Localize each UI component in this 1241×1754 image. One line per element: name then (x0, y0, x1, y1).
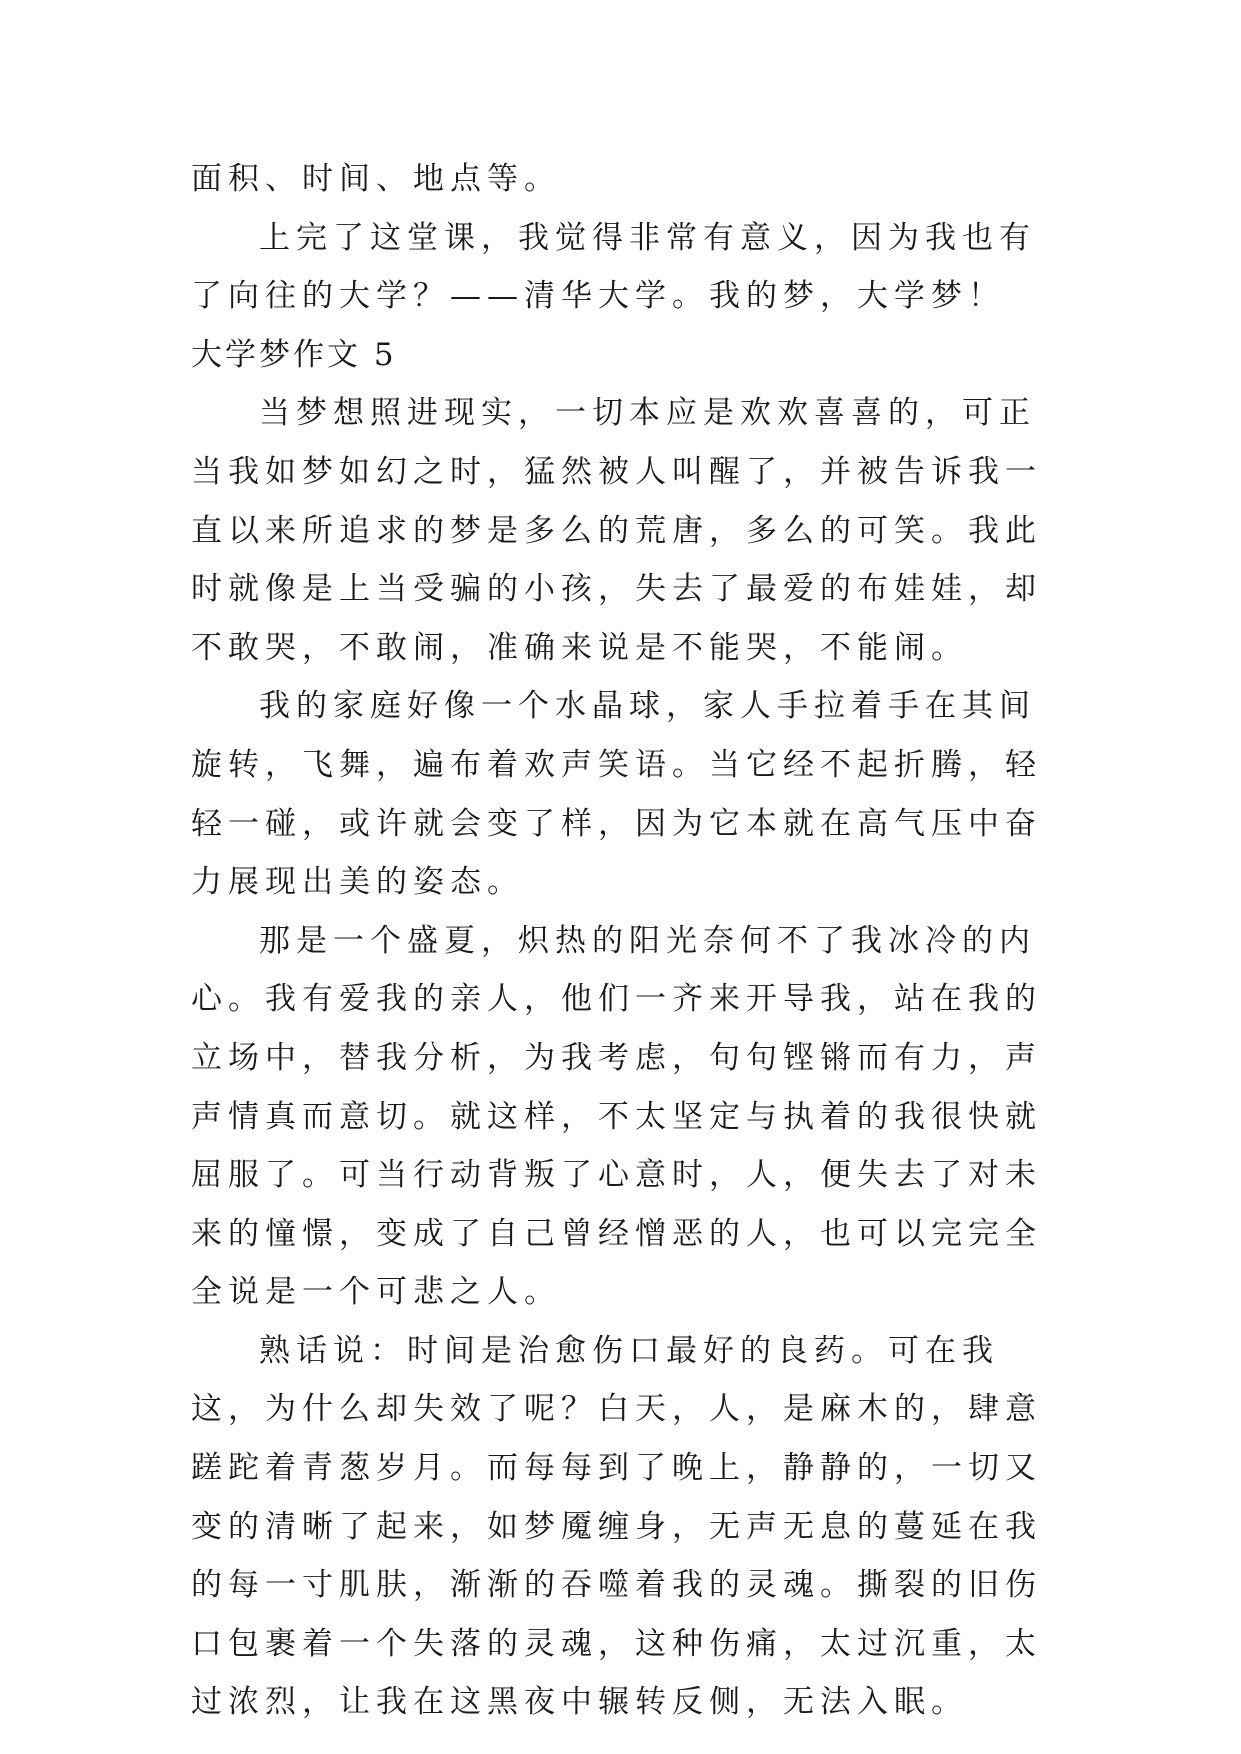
paragraph: 当梦想照进现实，一切本应是欢欢喜喜的，可正当我如梦如幻之时，猛然被人叫醒了，并被告诉我一直以来所追求的梦是多么的荒唐，多么的可笑。我此时就像是上当受骗的小孩，失去了最爱的布娃娃，却不敢哭，不敢闹，准确来说是不能哭，不能闹。 (191, 395, 1042, 666)
section-heading: 大学梦作文 5 (191, 336, 397, 373)
paragraph: 上完了这堂课，我觉得非常有意义，因为我也有了向往的大学？——清华大学。我的梦，大学梦！ (191, 219, 1036, 315)
paragraph-continuation: 面积、时间、地点等。 (191, 161, 561, 197)
paragraph: 那是一个盛夏，炽热的阳光奈何不了我冰冷的内心。我有爱我的亲人，他们一齐来开导我，站在我的立场中，替我分析，为我考虑，句句铿锵而有力，声声情真而意切。就这样，不太坚定与执着的我很快就屈服了。可当行动背叛了心意时，人，便失去了对未来的憧憬，变成了自己曾经憎恶的人，也可以完完全全说是一个可悲之人。 (191, 922, 1042, 1311)
paragraph: 我的家庭好像一个水晶球，家人手拉着手在其间旋转，飞舞，遍布着欢声笑语。当它经不起折腾，轻轻一碰，或许就会变了样，因为它本就在高气压中奋力展现出美的姿态。 (191, 688, 1042, 901)
document-body (191, 150, 1071, 1732)
paragraph: 熟话说：时间是治愈伤口最好的良药。可在我这，为什么却失效了呢？白天，人，是麻木的，肆意蹉跎着青葱岁月。而每每到了晚上，静静的，一切又变的清晰了起来，如梦魇缠身，无声无息的蔓延在我的每一寸肌肤，渐渐的吞噬着我的灵魂。撕裂的旧伤口包裹着一个失落的灵魂，这种伤痛，太过沉重，太过浓烈，让我在这黑夜中辗转反侧，无法入眠。 (191, 1332, 1042, 1721)
